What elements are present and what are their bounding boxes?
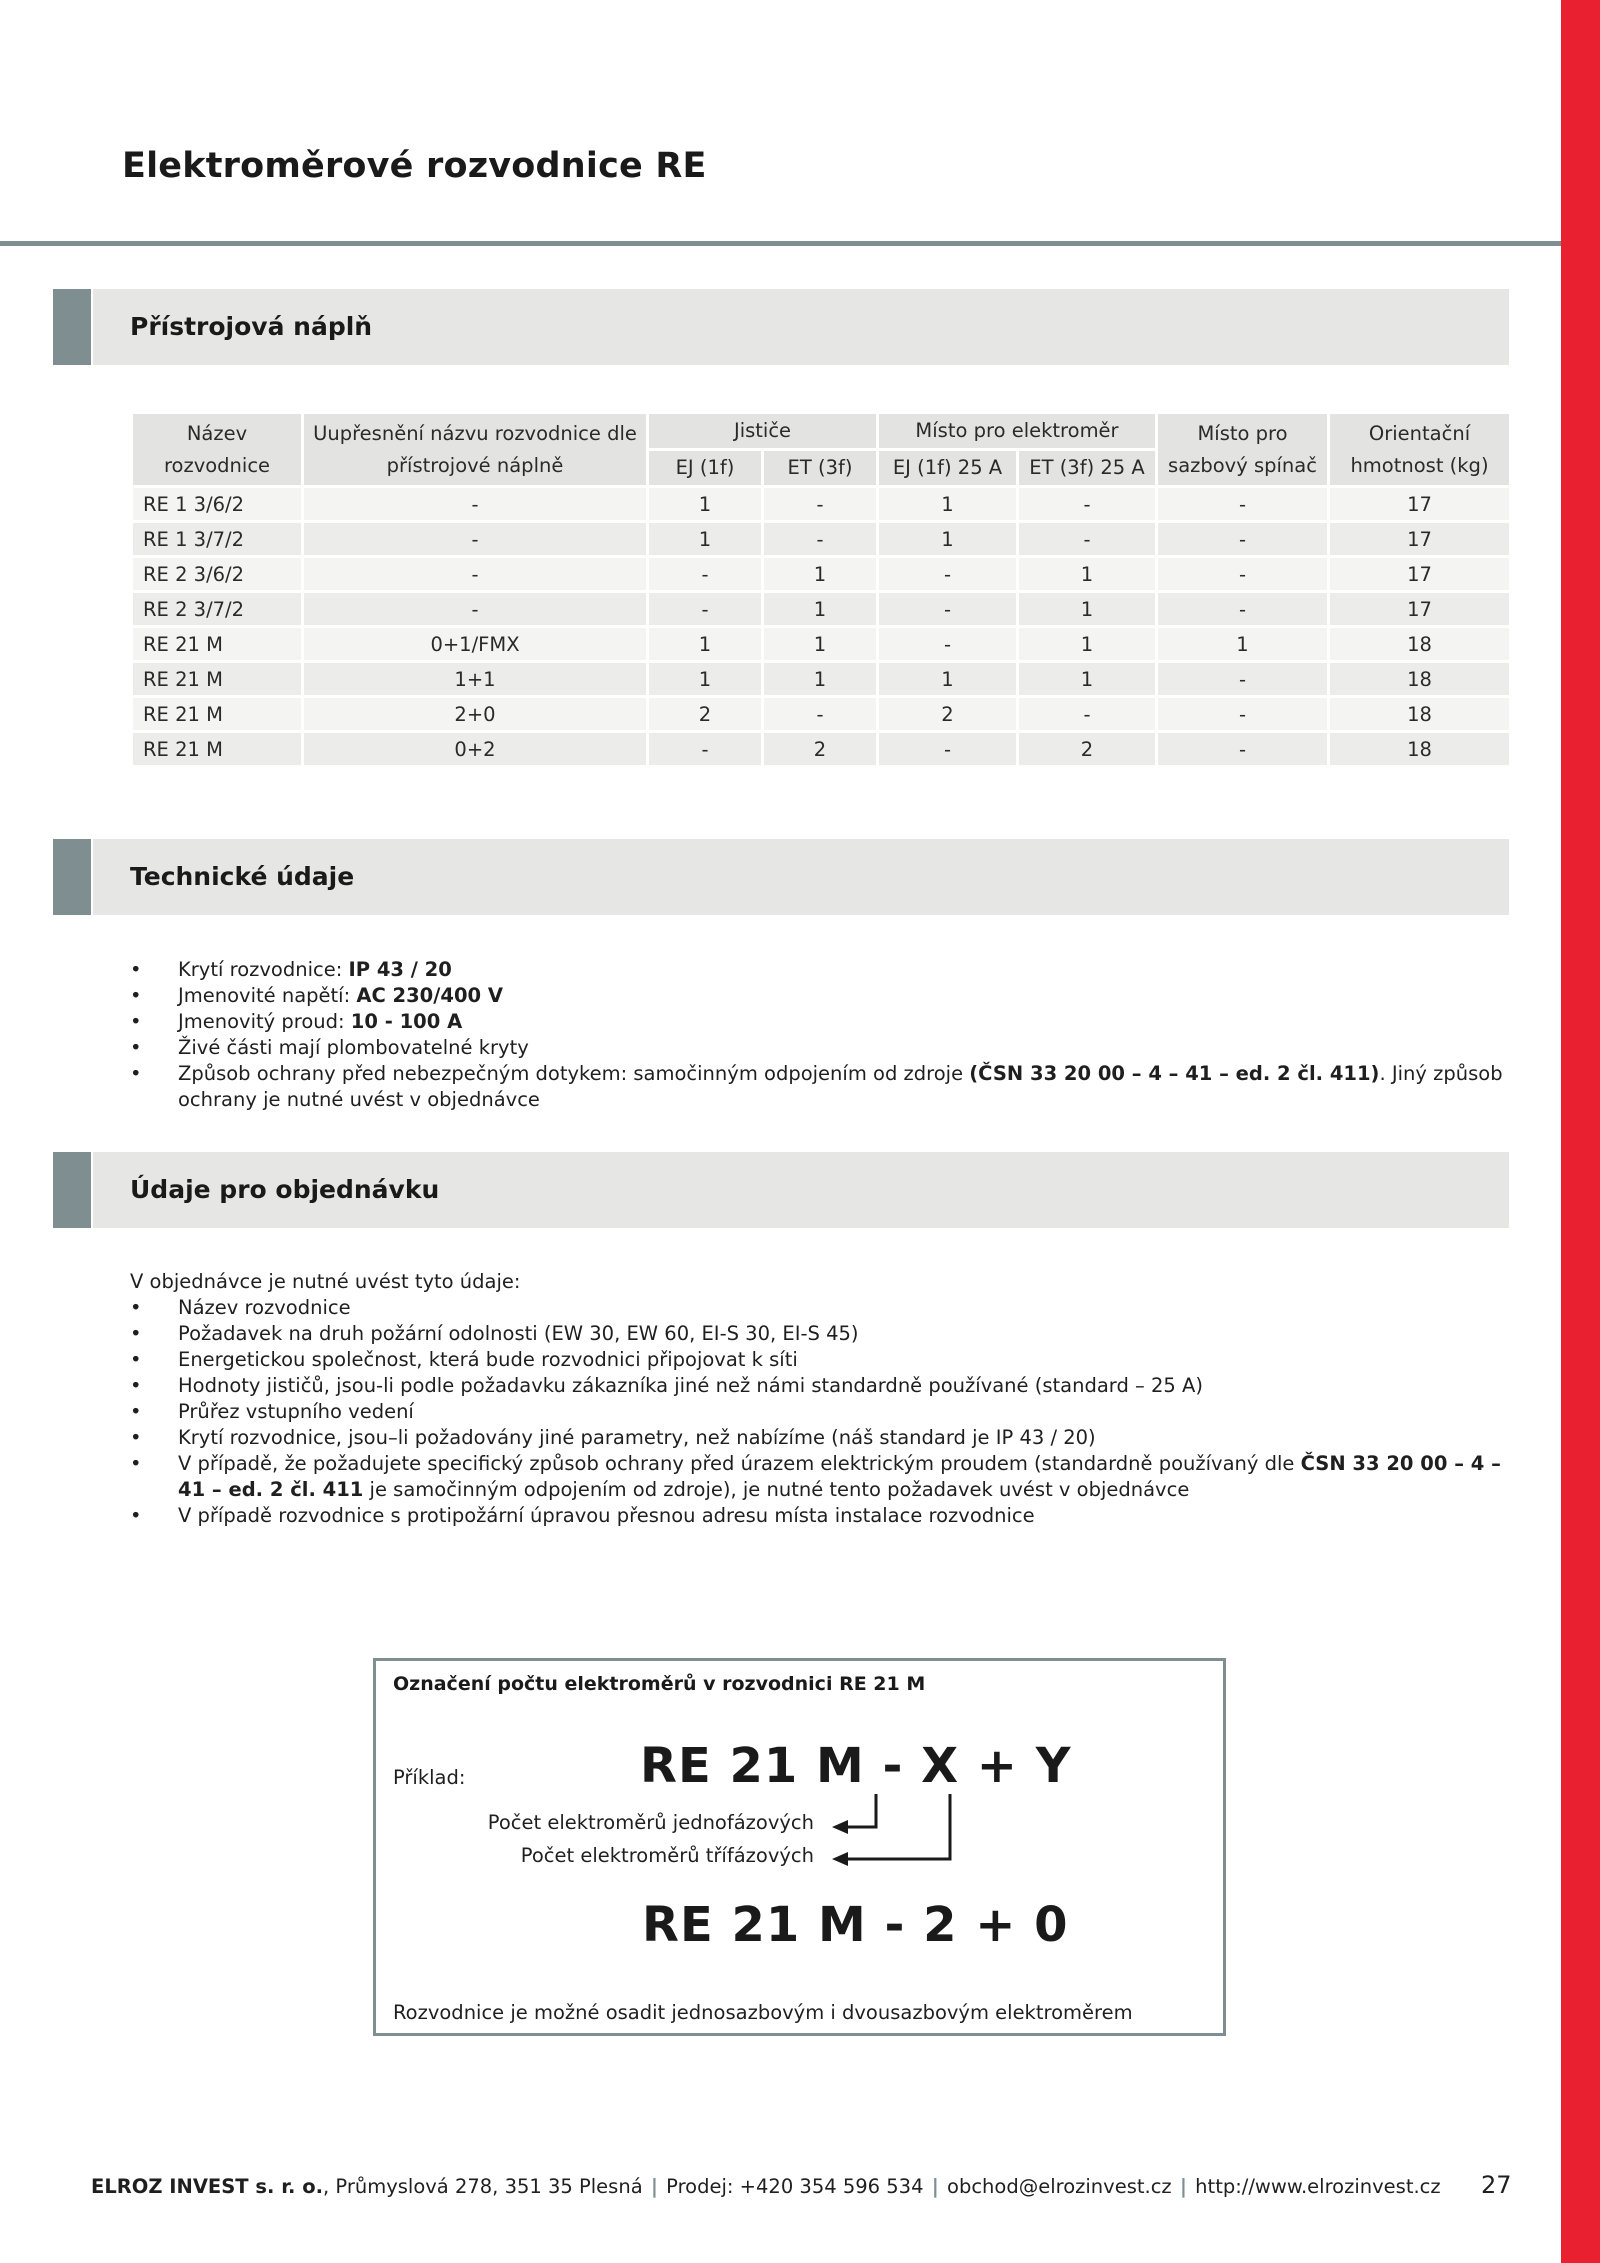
footer-email[interactable]: obchod@elrozinvest.cz bbox=[940, 2175, 1178, 2198]
table-row bbox=[132, 697, 1511, 732]
label-three-phase: Počet elektroměrů třífázových bbox=[520, 1844, 814, 1867]
col-header-switch: Místo pro sazbový spínač bbox=[1157, 413, 1329, 487]
section-title: Technické údaje bbox=[130, 862, 355, 891]
col-header-name: Název rozvodnice bbox=[132, 413, 303, 487]
section-title: Přístrojová náplň bbox=[130, 312, 373, 341]
table-cell: 17 bbox=[1329, 557, 1511, 592]
table-cell: RE 21 M bbox=[132, 697, 303, 732]
footer-web[interactable]: http://www.elrozinvest.cz bbox=[1188, 2175, 1441, 2198]
table-cell: 1+1 bbox=[303, 662, 648, 697]
list-item: • Hodnoty jističů, jsou-li podle požadavku zákazníka jiné než námi standardně používané (standard – 25 A) bbox=[130, 1373, 1510, 1399]
table-cell: - bbox=[1157, 732, 1329, 767]
table-cell: 17 bbox=[1329, 487, 1511, 522]
table-row bbox=[132, 487, 1511, 522]
title-divider bbox=[0, 241, 1561, 246]
table-cell: - bbox=[1157, 557, 1329, 592]
table-cell: 1 bbox=[1018, 557, 1157, 592]
page-number: 27 bbox=[1481, 2171, 1512, 2199]
section-header-equipment bbox=[53, 289, 1509, 365]
list-item: • Jmenovitý proud: 10 - 100 A bbox=[130, 1009, 1510, 1035]
section-title: Údaje pro objednávku bbox=[130, 1175, 440, 1204]
list-item: • Krytí rozvodnice: IP 43 / 20 bbox=[130, 957, 1510, 983]
meter-designation-box bbox=[373, 1658, 1226, 2036]
table-cell: RE 1 3/7/2 bbox=[132, 522, 303, 557]
table-cell: RE 21 M bbox=[132, 662, 303, 697]
table-cell: 2 bbox=[1018, 732, 1157, 767]
table-cell: 1 bbox=[648, 627, 763, 662]
list-item: • Jmenovité napětí: AC 230/400 V bbox=[130, 983, 1510, 1009]
table-cell: - bbox=[1157, 487, 1329, 522]
table-cell: 2 bbox=[648, 697, 763, 732]
section-header-ordering bbox=[53, 1152, 1509, 1228]
table-cell: - bbox=[303, 592, 648, 627]
table-cell: 18 bbox=[1329, 627, 1511, 662]
col-header-meter: Místo pro elektroměr bbox=[878, 413, 1157, 450]
table-cell: - bbox=[878, 732, 1018, 767]
table-cell: - bbox=[1157, 697, 1329, 732]
table-cell: - bbox=[303, 557, 648, 592]
table-cell: - bbox=[763, 487, 878, 522]
section-marker bbox=[53, 839, 93, 915]
list-item: • Energetickou společnost, která bude rozvodnici připojovat k síti bbox=[130, 1347, 1510, 1373]
table-cell: 1 bbox=[763, 662, 878, 697]
table-row bbox=[132, 522, 1511, 557]
list-item: • Způsob ochrany před nebezpečným dotykem: samočinným odpojením od zdroje (ČSN 33 20 00 – 4 – 41 – ed. 2 čl. 411). Jiný způsob ochrany je nutné uvést v objednávce bbox=[130, 1061, 1510, 1113]
table-cell: 18 bbox=[1329, 662, 1511, 697]
page-title: Elektroměrové rozvodnice RE bbox=[122, 146, 707, 186]
table-cell: - bbox=[1157, 522, 1329, 557]
table-cell: - bbox=[303, 487, 648, 522]
table-cell: 1 bbox=[1018, 662, 1157, 697]
box-title: Označení počtu elektroměrů v rozvodnici RE 21 M bbox=[393, 1673, 926, 1695]
table-cell: - bbox=[303, 522, 648, 557]
section-header-technical bbox=[53, 839, 1509, 915]
col-header-meter-et: ET (3f) 25 A bbox=[1018, 450, 1157, 487]
ordering-list bbox=[130, 1295, 1510, 1529]
table-cell: 1 bbox=[1157, 627, 1329, 662]
list-item: • Průřez vstupního vedení bbox=[130, 1399, 1510, 1425]
technical-list bbox=[130, 957, 1510, 1113]
side-accent-bar bbox=[1561, 0, 1600, 2263]
table-cell: - bbox=[878, 592, 1018, 627]
table-cell: 1 bbox=[763, 592, 878, 627]
list-item: • Krytí rozvodnice, jsou–li požadovány jiné parametry, než nabízíme (náš standard je IP 43 / 20) bbox=[130, 1425, 1510, 1451]
col-header-weight: Orientační hmotnost (kg) bbox=[1329, 413, 1511, 487]
table-row bbox=[132, 592, 1511, 627]
table-row bbox=[132, 557, 1511, 592]
table-cell: RE 2 3/6/2 bbox=[132, 557, 303, 592]
table-cell: 18 bbox=[1329, 697, 1511, 732]
table-cell: 1 bbox=[878, 522, 1018, 557]
table-cell: 2+0 bbox=[303, 697, 648, 732]
footer-contact: ELROZ INVEST s. r. o., Průmyslová 278, 351 35 Plesná | Prodej: +420 354 596 534 | obchod@elrozinvest.cz | http://www.elrozinvest.cz bbox=[91, 2175, 1441, 2198]
list-item: • Požadavek na druh požární odolnosti (EW 30, EW 60, EI-S 30, EI-S 45) bbox=[130, 1321, 1510, 1347]
col-header-spec: Uupřesnění názvu rozvodnice dle přístrojové náplně bbox=[303, 413, 648, 487]
designation-formula: RE 21 M - X + Y bbox=[640, 1738, 1072, 1794]
table-row bbox=[132, 732, 1511, 767]
table-cell: - bbox=[763, 697, 878, 732]
table-cell: 2 bbox=[763, 732, 878, 767]
ordering-intro: V objednávce je nutné uvést tyto údaje: bbox=[130, 1270, 521, 1293]
table-cell: 0+2 bbox=[303, 732, 648, 767]
footer-sales: Prodej: +420 354 596 534 bbox=[659, 2175, 930, 2198]
table-cell: RE 1 3/6/2 bbox=[132, 487, 303, 522]
table-cell: 1 bbox=[648, 522, 763, 557]
label-single-phase: Počet elektroměrů jednofázových bbox=[487, 1811, 814, 1834]
table-cell: - bbox=[763, 522, 878, 557]
section-marker bbox=[53, 1152, 93, 1228]
table-cell: - bbox=[648, 732, 763, 767]
list-item: • V případě rozvodnice s protipožární úpravou přesnou adresu místa instalace rozvodnice bbox=[130, 1503, 1510, 1529]
col-header-meter-ej: EJ (1f) 25 A bbox=[878, 450, 1018, 487]
table-cell: - bbox=[1018, 697, 1157, 732]
table-cell: - bbox=[1018, 522, 1157, 557]
table-cell: - bbox=[648, 557, 763, 592]
table-cell: RE 21 M bbox=[132, 627, 303, 662]
table-cell: 1 bbox=[878, 487, 1018, 522]
table-row bbox=[132, 662, 1511, 697]
footer-company: ELROZ INVEST s. r. o. bbox=[91, 2175, 324, 2198]
table-cell: 1 bbox=[763, 627, 878, 662]
list-item: • Název rozvodnice bbox=[130, 1295, 1510, 1321]
table-cell: 18 bbox=[1329, 732, 1511, 767]
table-cell: - bbox=[1157, 592, 1329, 627]
table-cell: 0+1/FMX bbox=[303, 627, 648, 662]
table-cell: 1 bbox=[878, 662, 1018, 697]
table-cell: RE 21 M bbox=[132, 732, 303, 767]
table-cell: - bbox=[1157, 662, 1329, 697]
box-note: Rozvodnice je možné osadit jednosazbovým i dvousazbovým elektroměrem bbox=[393, 2001, 1133, 2024]
equipment-table bbox=[130, 411, 1512, 768]
table-row bbox=[132, 627, 1511, 662]
pointer-arrows bbox=[376, 1661, 1223, 2033]
table-cell: 1 bbox=[1018, 627, 1157, 662]
table-cell: - bbox=[648, 592, 763, 627]
table-cell: 1 bbox=[763, 557, 878, 592]
table-cell: - bbox=[1018, 487, 1157, 522]
table-cell: - bbox=[878, 557, 1018, 592]
table-cell: 1 bbox=[648, 662, 763, 697]
list-item: • Živé části mají plombovatelné kryty bbox=[130, 1035, 1510, 1061]
table-cell: 1 bbox=[648, 487, 763, 522]
table-cell: 1 bbox=[1018, 592, 1157, 627]
col-header-breaker-et: ET (3f) bbox=[763, 450, 878, 487]
table-cell: RE 2 3/7/2 bbox=[132, 592, 303, 627]
table-cell: 2 bbox=[878, 697, 1018, 732]
col-header-breaker-ej: EJ (1f) bbox=[648, 450, 763, 487]
table-cell: - bbox=[878, 627, 1018, 662]
example-label: Příklad: bbox=[393, 1766, 466, 1789]
table-cell: 17 bbox=[1329, 522, 1511, 557]
section-marker bbox=[53, 289, 93, 365]
footer-address: , Průmyslová 278, 351 35 Plesná bbox=[323, 2175, 649, 2198]
list-item: • V případě, že požadujete specifický způsob ochrany před úrazem elektrickým proudem (standardně používaný dle ČSN 33 20 00 – 4 – 41 – ed. 2 čl. 411 je samočinným odpojením od zdroje), je nutné tento požadavek uvést v objednávce bbox=[130, 1451, 1510, 1503]
col-header-breakers: Jističe bbox=[648, 413, 878, 450]
designation-example: RE 21 M - 2 + 0 bbox=[642, 1897, 1069, 1953]
table-cell: 17 bbox=[1329, 592, 1511, 627]
